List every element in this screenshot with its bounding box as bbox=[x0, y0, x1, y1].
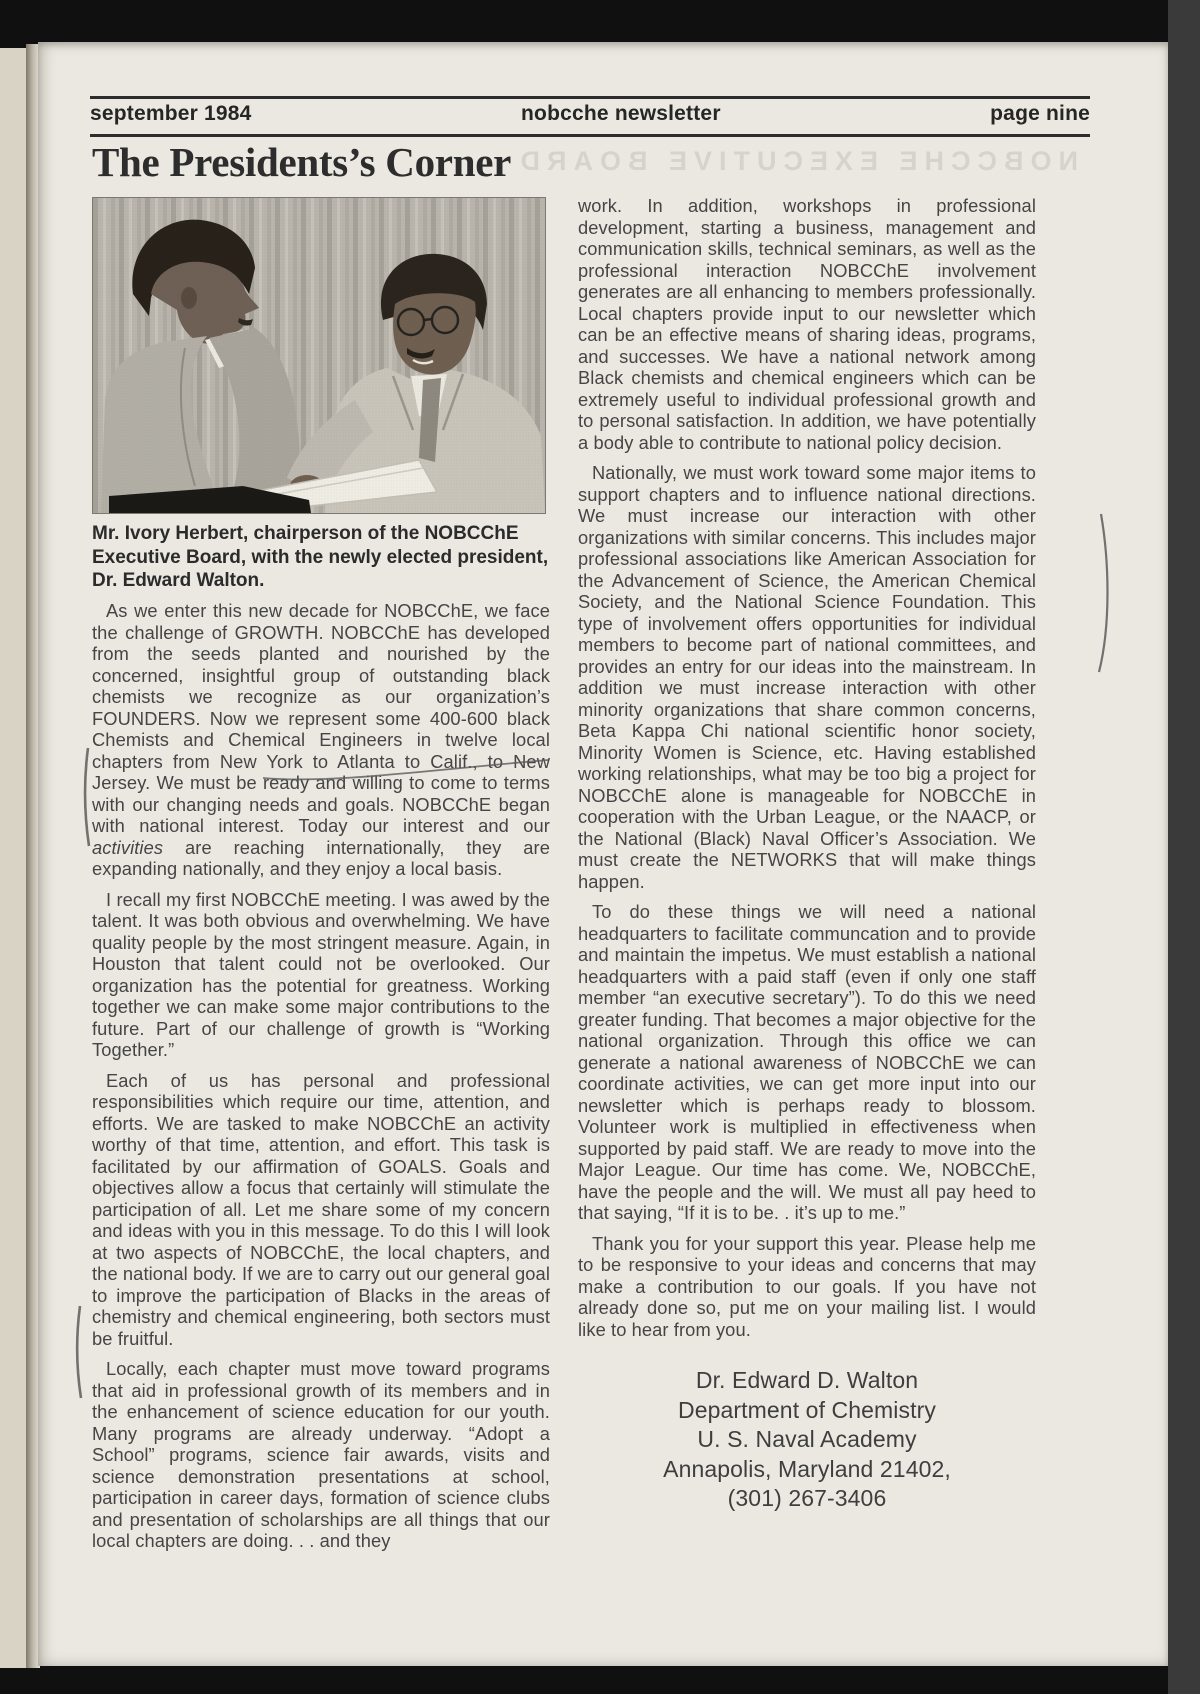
signature-line: Department of Chemistry bbox=[678, 1396, 936, 1423]
paragraph: work. In addition, workshops in professional development, starting a business, management and communication skills, technical seminars, as well as the professional interaction NOBCChE involvement generates are all enhancing to members professionally. Local chapters provide input to our newsletter which can be an effective means of sharing ideas, programs, and successes. We have a national network among Black chemists and chemical engineers which can be extremely useful to individual professional growth and to personal satisfaction. In addition, we have potentially a body able to contribute to national policy decision. bbox=[578, 195, 1036, 453]
signature-line: Dr. Edward D. Walton bbox=[695, 1367, 919, 1393]
signature-line: U. S. Naval Academy bbox=[697, 1426, 917, 1452]
paragraph: To do these things we will need a national headquarters to facilitate communcation and to provide and maintain the impetus. We must establish a national headquarters with a paid staff (even if only one staff member “an executive secretary”). To do this we need greater funding. That becomes a major objective for the national organization. Through this office we can generate a national awareness of NOBCChE we can coordinate activities, we can get more input into our newsletter which is perhaps ready to blossom. Volunteer work is multiplied in effectiveness when supported by paid staff. We are ready to move into the Major League. Our time has come. We, NOBCChE, have the people and the will. We must all pay heed to that saying, “If it is to be. . it’s up to me.” bbox=[578, 901, 1036, 1223]
article-title: The Presidents’s Corner bbox=[92, 139, 511, 185]
paragraph-text: are reaching internationally, they are expanding nationally, and they enjoy a local basis. bbox=[92, 836, 550, 879]
paragraph: Thank you for your support this year. Please help me to be responsive to your ideas and concerns that may make a contribution to our goals. If you have not already done so, put me on your mailing list. I would like to hear from you. bbox=[578, 1232, 1036, 1340]
masthead-date: september 1984 bbox=[90, 102, 252, 125]
masthead-page-number: page nine bbox=[990, 102, 1090, 125]
signature-line: Annapolis, Maryland 21402, bbox=[663, 1455, 951, 1482]
paragraph-text-italic: activities bbox=[92, 836, 164, 858]
masthead-newsletter-name: nobcche newsletter bbox=[521, 102, 721, 125]
paragraph bbox=[92, 600, 550, 880]
photo-illustration bbox=[93, 198, 545, 513]
photo-two-men bbox=[92, 197, 546, 514]
scan-edge-right bbox=[1168, 0, 1200, 1694]
paragraph-text: As we enter this new decade for NOBCChE, we face the challenge of GROWTH. NOBCChE has developed from the seeds planted and nourished by the concerned, insightful group of outstanding black chemists we recognize as our organization’s FOUNDERS. Now we represent some 400-600 black Chemists and Chemical Engineers in twelve local chapters from New York to Atlanta to Calif., to New Jersey. We must be ready and willing to come to terms with our changing needs and goals. NOBCChE began with national interest. Today our interest and our bbox=[92, 600, 550, 836]
masthead bbox=[90, 102, 1090, 126]
paragraph: Each of us has personal and professional responsibilities which require our time, attention, and efforts. We are tasked to make NOBCChE an activity worthy of that time, attention, and effort. This task is facilitated by our affirmation of GOALS. Goals and objectives allow a focus that certainly will stimulate the participation of all. Let me share some of my concern and ideas with you in this message. To do this I will look at two aspects of NOBCChE, the local chapters, and the national body. If we are to carry out our general goal to improve the participation of Blacks in the areas of chemistry and chemical engineering, both sectors must be fruitful. bbox=[92, 1069, 550, 1349]
signature-line: (301) 267-3406 bbox=[727, 1485, 887, 1511]
signature-block bbox=[578, 1366, 1036, 1514]
masthead-rule-top bbox=[90, 96, 1090, 99]
paper bbox=[38, 42, 1168, 1666]
page-spine bbox=[0, 48, 26, 1668]
bleed-through-ghost-text: NOBCCHE EXECUTIVE BOARD bbox=[513, 146, 1078, 176]
paragraph: Nationally, we must work toward some major items to support chapters and to influence national directions. We must increase our interaction with other organizations with similar concerns. This includes major professional associations like American Association for the Advancement of Science, the American Chemical Society, and the National Science Foundation. This type of involvement offers opportunities for individual members to become part of national committees, and provides an entry for our ideas into the mainstream. In addition we must increase interaction with other minority organizations that share common concerns, Beta Kappa Chi national scientific honor society, Minority Women is Science, etc. Having established working relationships, what may be too big a project for NOBCChE alone is manageable for NOBCChE in cooperation with the Urban League, or the NAACP, or the National (Black) Naval Officer’s Association. We must create the NETWORKS that will make things happen. bbox=[578, 462, 1036, 892]
paragraph: Locally, each chapter must move toward programs that aid in professional growth of its members and in the enhancement of science education for our youth. Many programs are already underway. “Adopt a School” programs, science fair awards, visits and science demonstration presentations at school, participation in career days, formation of science clubs and presentation of scholarships are all things that our local chapters are doing. . . and they bbox=[92, 1358, 550, 1551]
right-column bbox=[578, 195, 1036, 1514]
left-column bbox=[92, 600, 550, 1561]
paragraph: I recall my first NOBCChE meeting. I was awed by the talent. It was both obvious and overwhelming. We have quality people by the most stringent measure. Again, in Houston that talent could not be overlooked. Our organization has the potential for greatness. Working together we can make some major contributions to the future. Part of our challenge of growth is “Working Together.” bbox=[92, 888, 550, 1060]
masthead-rule-bottom bbox=[90, 134, 1090, 137]
photo-caption: Mr. Ivory Herbert, chairperson of the NOBCChE Executive Board, with the newly elected president, Dr. Edward Walton. bbox=[92, 523, 549, 591]
